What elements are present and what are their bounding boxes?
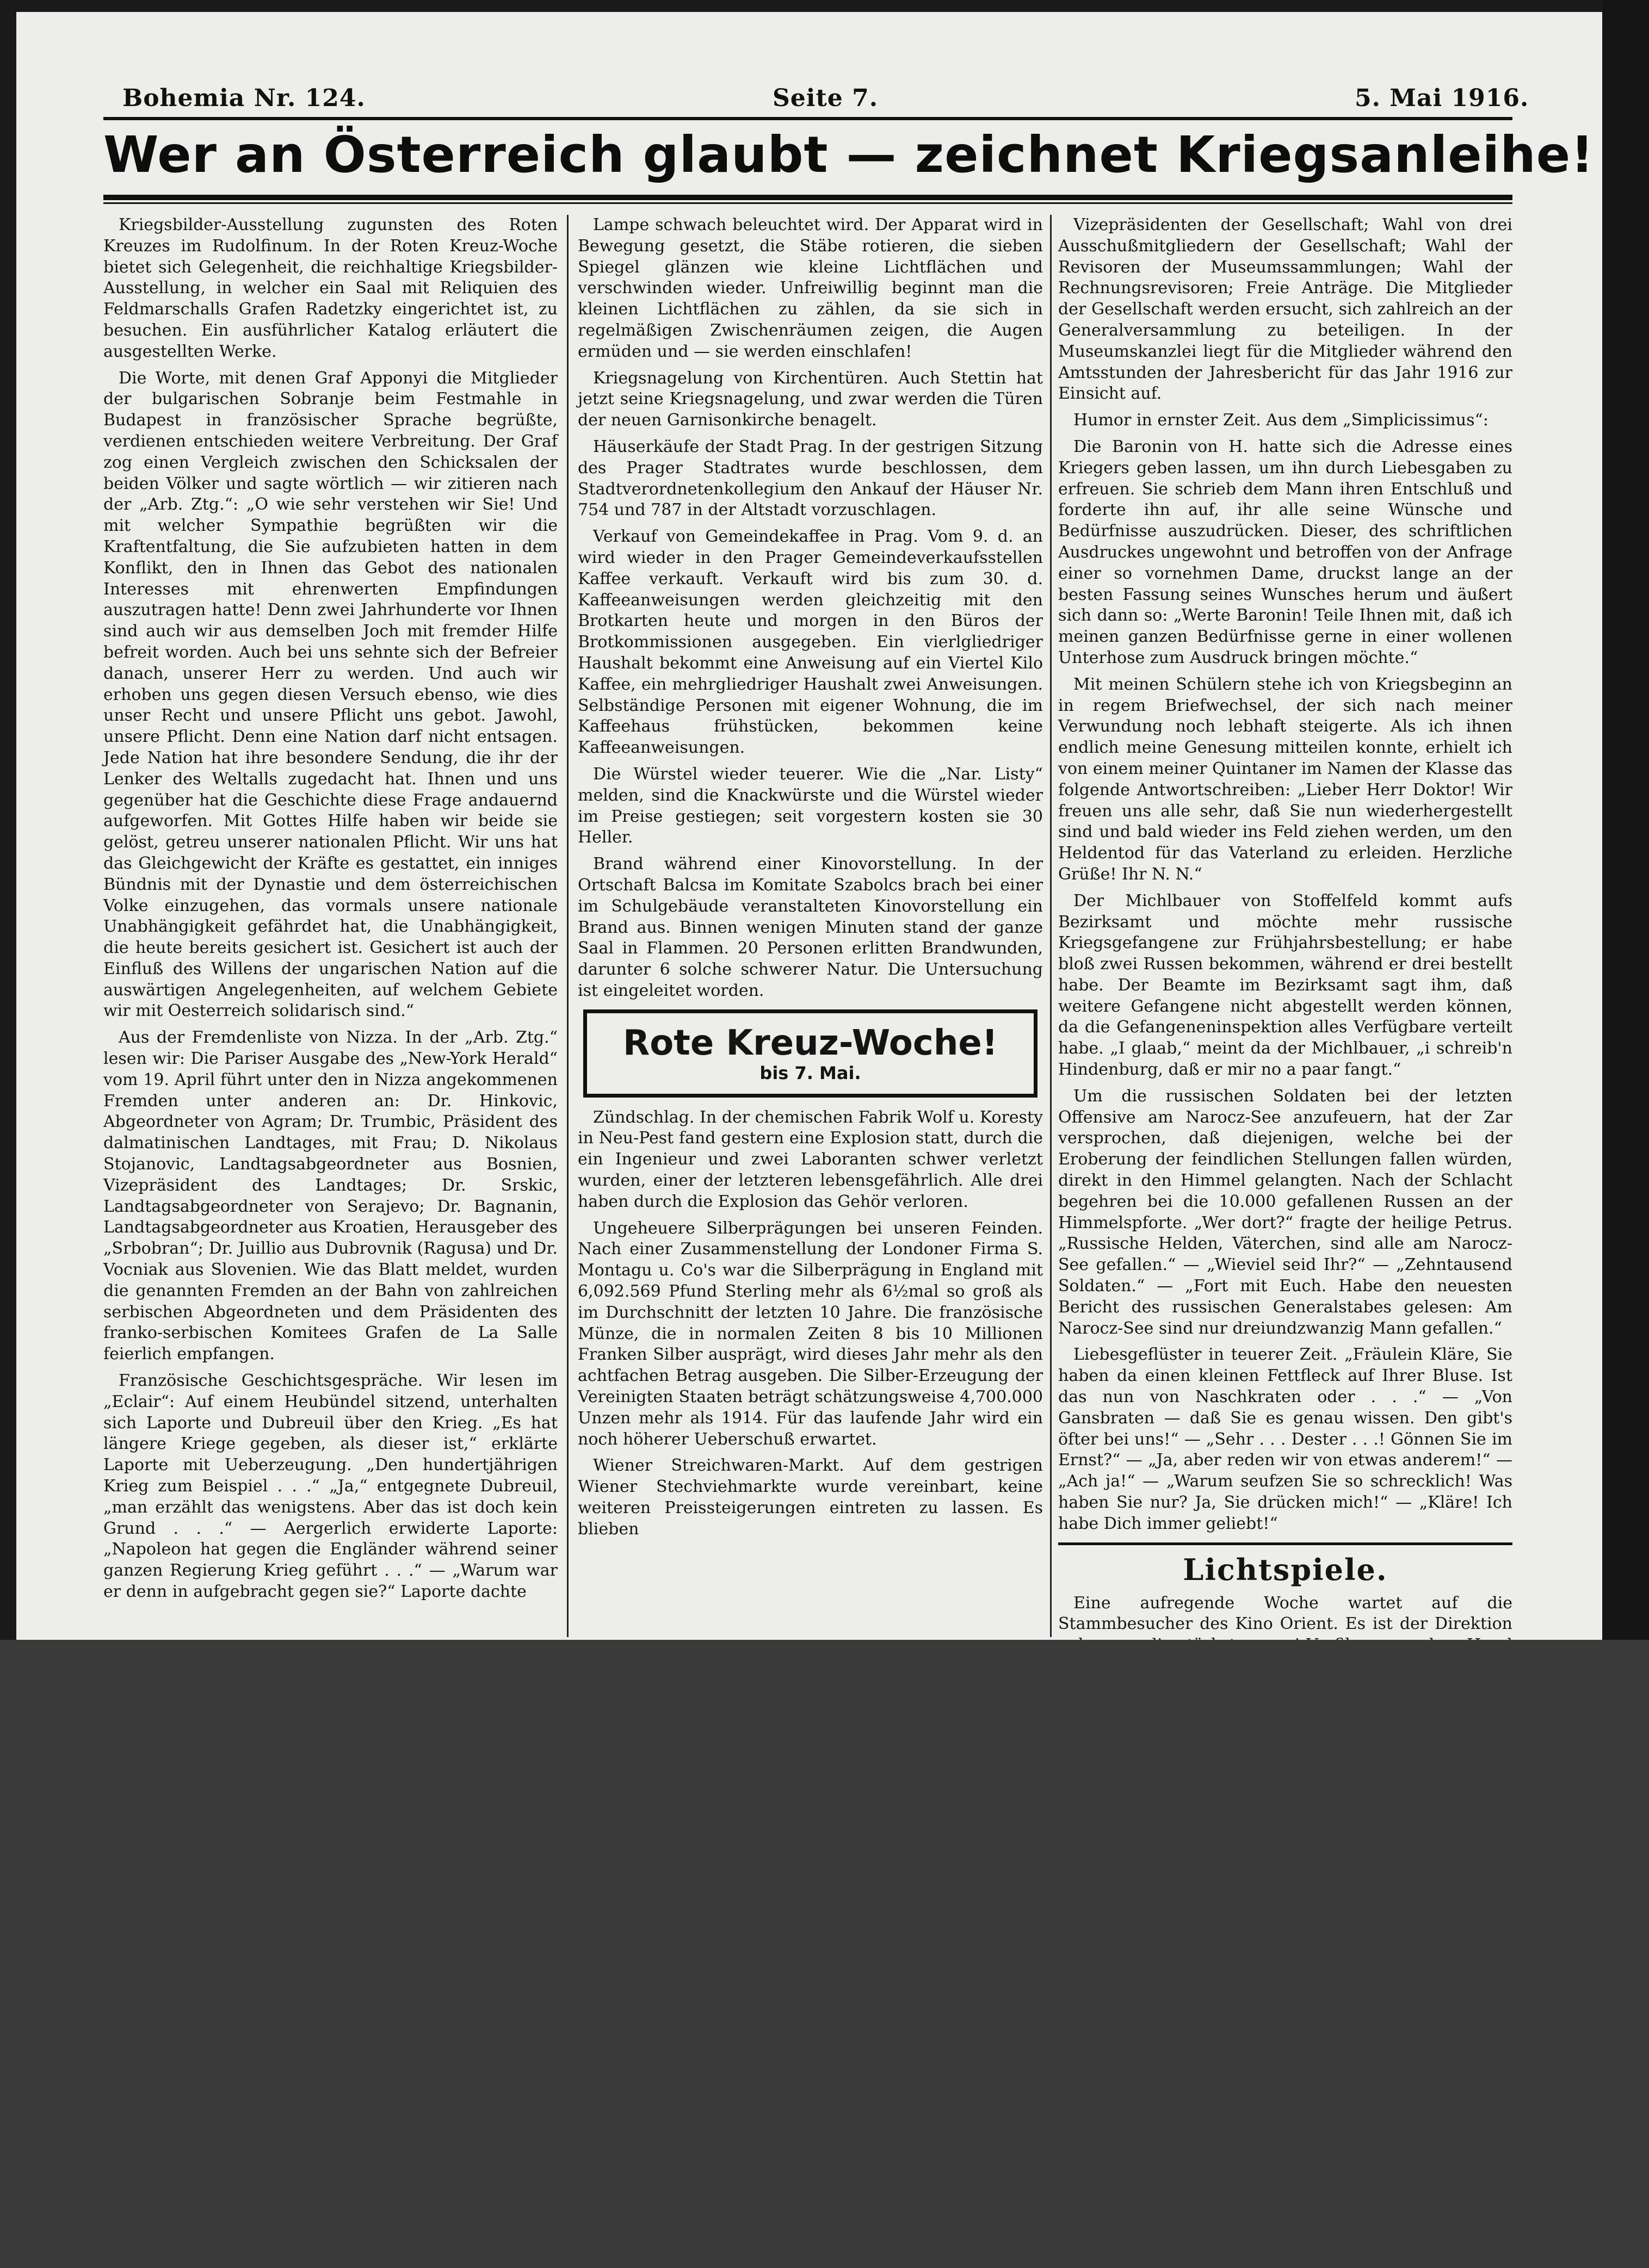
column-middle bbox=[578, 215, 1043, 1637]
article-paragraph: Brand während einer Kinovorstellung. In der Ortschaft Balcsa im Komitate Szabolcs brach bei einer im Schulgebäude veranstalteten Kinovorstellung ein Brand aus. Binnen wenigen Minuten stand der ganze Saal in Flammen. 20 Personen erlitten Brandwunden, darunter 6 solche schwerer Natur. Die Untersuchung ist eingeleitet worden. bbox=[578, 854, 1043, 1000]
header-page-number: Seite 7. bbox=[773, 84, 879, 112]
article-paragraph: Humor in ernster Zeit. Aus dem „Simplicissimus“: bbox=[1073, 411, 1489, 430]
article-paragraph: Der Michlbauer von Stoffelfeld kommt aufs Bezirksamt und möchte mehr russische Kriegsgefangene zur Frühjahrsbestellung; er habe bloß zwei Russen bekommen, während er drei bestellt habe. Der Beamte im Bezirksamt sagt ihm, daß weitere Gefangene nicht abgestellt werden können, da die Gefangeneninspektion alles Verfügbare verteilt habe. „I glaab,“ meint da der Michlbauer, „i schreib'n Hindenburg, daß er mir no a paar fangt.“ bbox=[1058, 891, 1512, 1080]
article-paragraph: Häuserkäufe der Stadt Prag. In der gestrigen Sitzung des Prager Stadtrates wurde beschlossen, dem Stadtverordnetenkollegium den Ankauf der Häuser Nr. 754 und 787 in der Altstadt vorzuschlagen. bbox=[578, 437, 1043, 520]
scanner-background bbox=[0, 1640, 1649, 2268]
column-rule bbox=[1050, 215, 1052, 1637]
column-rule bbox=[567, 215, 569, 1637]
section-heading: Lichtspiele. bbox=[1183, 1552, 1388, 1587]
article-paragraph: Wiener Streichwaren-Markt. Auf dem gestrigen Wiener Stechviehmarkte wurde vereinbart, keine weiteren Preissteigerungen eintreten zu lassen. Es blieben bbox=[578, 1456, 1043, 1539]
article-paragraph: Vizepräsidenten der Gesellschaft; Wahl von drei Ausschußmitgliedern der Gesellschaft; Wahl der Revisoren der Museumssammlungen; Wahl der Rechnungsrevisoren; Freie Anträge. Die Mitglieder der Gesellschaft werden ersucht, sich zahlreich an der Generalversammlung zu beteiligen. In der Museumskanzlei liegt für die Mitglieder während den Amtsstunden der Jahresbericht für das Jahr 1916 zur Einsicht auf. bbox=[1058, 215, 1512, 404]
column-left bbox=[103, 215, 558, 1637]
column-right bbox=[1058, 215, 1512, 1637]
article-paragraph: Liebesgeflüster in teuerer Zeit. „Fräulein Kläre, Sie haben da einen kleinen Fettfleck auf Ihrer Bluse. Ist das nun von Naschkraten oder . . .“ — „Von Gansbraten — daß Sie es genau wissen. Den gibt's öfter bei uns!“ — „Sehr . . . Dester . . .! Gönnen Sie im Ernst?“ — „Ja, aber reden wir von etwas anderem!“ — „Ach ja!“ — „Warum seufzen Sie so schrecklich! Was haben Sie nur? Ja, Sie drücken mich!“ — „Kläre! Ich habe Dich immer geliebt!“ bbox=[1058, 1345, 1512, 1533]
article-paragraph: Kriegsbilder-Ausstellung zugunsten des Roten Kreuzes im Rudolfinum. In der Roten Kreuz-Woche bietet sich Gelegenheit, die reichhaltige Kriegsbilder-Ausstellung, in welcher ein Saal mit Reliquien des Feldmarschalls Grafen Radetzky eingerichtet ist, zu besuchen. Ein ausführlicher Katalog erläutert die ausgestellten Werke. bbox=[103, 215, 558, 361]
article-paragraph: Französische Geschichtsgespräche. Wir lesen im „Eclair“: Auf einem Heubündel sitzend, unterhalten sich Laporte und Dubreuil über den Krieg. „Es hat längere Kriege gegeben, als dieser ist,“ erklärte Laporte mit Ueberzeugung. „Den hundertjährigen Krieg zum Beispiel . . .“ „Ja,“ entgegnete Dubreuil, „man erzählt das wenigstens. Aber das ist doch kein Grund . . .“ — Aergerlich erwiderte Laporte: „Napoleon hat gegen die Engländer während seiner ganzen Regierung Krieg geführt . . .“ — „Warum war er denn in aufgebracht gegen sie?“ Laporte dachte bbox=[103, 1371, 558, 1601]
banner-headline: Wer an Österreich glaubt — zeichnet Kriegsanleihe! bbox=[103, 126, 1595, 184]
header-date: 5. Mai 1916. bbox=[1355, 84, 1529, 112]
scan-right-edge bbox=[1602, 0, 1649, 1640]
article-paragraph: Die Worte, mit denen Graf Apponyi die Mitglieder der bulgarischen Sobranje beim Festmahle in Budapest in französischer Sprache begrüßte, verdienen entschieden weitere Verbreitung. Der Graf zog einen Vergleich zwischen den Schicksalen der beiden Völker und sagte wörtlich — wir zitieren nach der „Arb. Ztg.“: „O wie sehr verstehen wir Sie! Und mit welcher Sympathie begrüßten wir die Kraftentfaltung, die Sie aufzubieten hatten in dem Konflikt, den in Ihnen das Gebot des nationalen Interesses mit ehrenwerten Empfindungen auszutragen hatte! Denn zwei Jahrhunderte vor Ihnen sind auch wir aus demselben Joch mit fremder Hilfe befreit worden. Auch bei uns sehnte sich der Befreier danach, unserer Herr zu werden. Und auch wir erhoben uns gegen diesen Versuch ebenso, wie dies unser Recht und unsere Pflicht uns gebot. Jawohl, unsere Pflicht. Denn eine Nation darf nicht entsagen. Jede Nation hat ihre besondere Sendung, die ihr der Lenker des Weltalls zugedacht hat. Ihnen und uns gegenüber hat die Geschichte diese Frage andauernd aufgeworfen. Mit Gottes Hilfe haben wir beide sie gelöst, getreu unserer nationalen Pflicht. Wir uns hat das Gleichgewicht der Kräfte es gestattet, ein inniges Bündnis mit der Dynastie und dem österreichischen Volke einzugehen, das vormals unsere nationale Unabhängigkeit gefährdet hat, die Unabhängigkeit, die heute bereits gesichert ist. Gesichert ist auch der Einfluß des Willens der ungarischen Nation auf die auswärtigen Angelegenheiten, auf welchem Gebiete wir mit Oesterreich solidarisch sind.“ bbox=[103, 368, 558, 1021]
scan-top-edge bbox=[0, 0, 1649, 12]
header-rule bbox=[103, 117, 1512, 120]
banner-rule-thin bbox=[103, 202, 1512, 204]
article-paragraph: Eine aufregende Woche wartet auf die Stammbesucher des Kino Orient. Es ist der Direktion bbox=[1058, 1593, 1512, 1634]
article-paragraph: Verkauf von Gemeindekaffee in Prag. Vom 9. d. an wird wieder in den Prager Gemeindeverkaufsstellen Kaffee verkauft. Verkauft wird bis zum 30. d. Kaffeeanweisungen werden gleichzeitig mit den Brotkarten heute und morgen in den Büros der Brotkommissionen ausgegeben. Ein vierlgliedriger Haushalt bekommt eine Anweisung auf ein Viertel Kilo Kaffee, ein mehrgliedriger Haushalt zwei Anweisungen. Selbständige Personen mit eigener Wohnung, die im Kaffeehaus frühstücken, bekommen keine Kaffeeanweisungen. bbox=[578, 527, 1043, 758]
section-rule bbox=[1058, 1542, 1512, 1545]
article-paragraph: Die Baronin von H. hatte sich die Adresse eines Kriegers geben lassen, um ihn durch Liebesgaben zu erfreuen. Sie schrieb dem Mann ihren Entschluß und forderte ihn auf, ihr alle seine Wünsche und Bedürfnisse auszudrücken. Dieser, des schriftlichen Ausdruckes ungewohnt und betroffen von der Anfrage einer so vornehmen Dame, druckst lange an der besten Fassung seines Wunsches herum und äußert sich dann so: „Werte Baronin! Teile Ihnen mit, daß ich meinen ganzen Bedürfnisse gerne in einer wollenen Unterhose zum Ausdruck bringen möchte.“ bbox=[1058, 437, 1512, 667]
scan-left-edge bbox=[0, 0, 16, 1640]
article-paragraph: Mit meinen Schülern stehe ich von Kriegsbeginn an in regem Briefwechsel, der sich nach meiner Verwundung noch lebhaft steigerte. Als ich ihnen endlich meine Genesung mitteilen konnte, erhielt ich von einem meiner Quintaner im Namen der Klasse das folgende Antwortschreiben: „Lieber Herr Doktor! Wir freuen uns alle sehr, daß Sie nun wiederhergestellt sind und bald wieder ins Feld ziehen werden, um den Heldentod für das Vaterland zu erleiden. Herzliche Grüße! Ihr N. N.“ bbox=[1058, 674, 1512, 884]
article-paragraph: Lampe schwach beleuchtet wird. Der Apparat wird in Bewegung gesetzt, die Stäbe rotieren, die sieben Spiegel glänzen wie kleine Lichtflächen und verschwinden wieder. Unfreiwillig beginnt man die kleinen Lichtflächen zu zählen, da sie sich in regelmäßigen Zwischenräumen zeigen, die Augen ermüden und — sie werden einschlafen! bbox=[578, 215, 1043, 361]
article-paragraph: Die Würstel wieder teuerer. Wie die „Nar. Listy“ melden, sind die Knackwürste und die Würstel wieder im Preise gestiegen; seit vorgestern kosten sie 30 Heller. bbox=[578, 764, 1043, 847]
advertisement-box bbox=[583, 1009, 1037, 1098]
article-paragraph: Aus der Fremdenliste von Nizza. In der „Arb. Ztg.“ lesen wir: Die Pariser Ausgabe des „New-York Herald“ vom 19. April führt unter den in Nizza angekommenen Fremden unter anderen an: Dr. Hinkovic, Abgeordneter von Agram; Dr. Trumbic, Präsident des dalmatinischen Landtages, mit Frau; D. Nikolaus Stojanovic, Landtagsabgeordneter aus Bosnien, Vizepräsident des Landtages; Dr. Srskic, Landtagsabgeordneter von Serajevo; Dr. Bagnanin, Landtagsabgeordneter aus Kroatien, Herausgeber des „Srbobran“; Dr. Juillio aus Dubrovnik (Ragusa) und Dr. Vocniak aus Slovenien. Wie das Blatt meldet, wurden die genannten Fremden an der Bahn von zahlreichen serbischen Abgeordneten und dem Präsidenten des franko-serbischen Komitees Grafen de La Salle feierlich empfangen. bbox=[103, 1028, 558, 1364]
article-paragraph: Um die russischen Soldaten bei der letzten Offensive am Narocz-See anzufeuern, hat der Zar versprochen, daß diejenigen, welche bei der Eroberung der feindlichen Stellungen fallen würden, direkt in den Himmel gelangten. Nach der Schlacht begehren bei die 10.000 gefallenen Russen an der Himmelspforte. „Wer dort?“ fragte der heilige Petrus. „Russische Helden, Väterchen, sind alle am Narocz-See gefallen.“ — „Wieviel seid Ihr?“ — „Zehntausend Soldaten.“ — „Fort mit Euch. Habe den neuesten Bericht des russischen Generalstabes gelesen: Am Narocz-See sind nur dreiundzwanzig Mann gefallen.“ bbox=[1058, 1086, 1512, 1338]
advertisement-title: Rote Kreuz-Woche! bbox=[623, 1023, 998, 1063]
article-paragraph: Ungeheuere Silberprägungen bei unseren Feinden. Nach einer Zusammenstellung der Londoner Firma S. Montagu u. Co's war die Silberprägung in England mit 6,092.569 Pfund Sterling mehr als 6½mal so groß als im Durchschnitt der letzten 10 Jahre. Die französische Münze, die in normalen Zeiten 8 bis 10 Millionen Franken Silber ausprägt, wird dieses Jahr mehr als den achtfachen Betrag ausgeben. Die Silber-Erzeugung der Vereinigten Staaten beträgt schätzungsweise 4,700.000 Unzen mehr als 1914. Für das laufende Jahr wird ein noch höherer Ueberschuß erwartet. bbox=[578, 1218, 1043, 1449]
advertisement-subtitle: bis 7. Mai. bbox=[759, 1062, 861, 1083]
article-paragraph: Kriegsnagelung von Kirchentüren. Auch Stettin hat jetzt seine Kriegsnagelung, und zwar werden die Türen der neuen Garnisonkirche benagelt. bbox=[578, 368, 1043, 430]
header-issue: Bohemia Nr. 124. bbox=[122, 84, 366, 112]
banner-rule-thick bbox=[103, 195, 1512, 200]
article-paragraph: Zündschlag. In der chemischen Fabrik Wolf u. Koresty in Neu-Pest fand gestern eine Explosion statt, durch die ein Ingenieur und zwei Laboranten schwer verletzt wurden, einer der letzteren lebensgefährlich. Alle drei haben durch die Explosion das Gehör verloren. bbox=[578, 1107, 1043, 1211]
